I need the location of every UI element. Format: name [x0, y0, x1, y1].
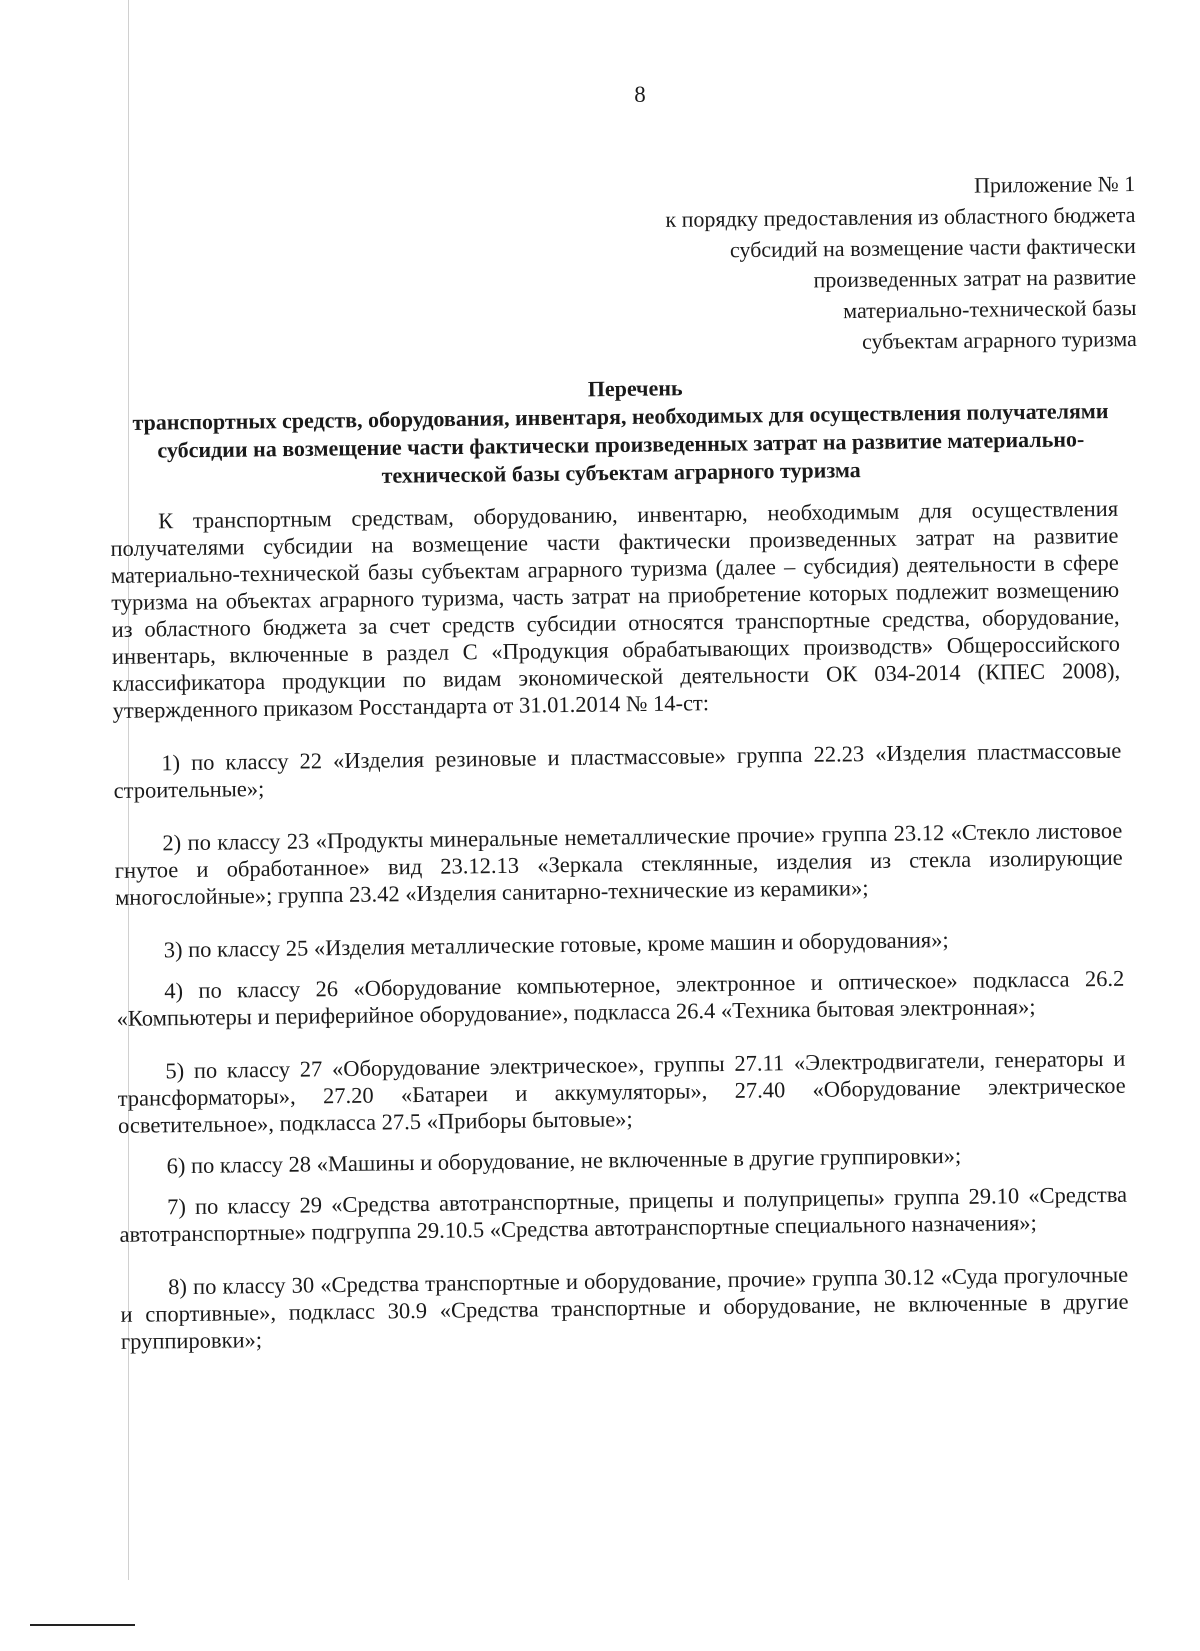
document-body — [110, 495, 1129, 1381]
list-item: 1) по классу 22 «Изделия резиновые и пластмассовые» группа 22.23 «Изделия пластмассовые строительные»; — [113, 737, 1122, 803]
list-item: 7) по классу 29 «Средства автотранспортные, прицепы и полуприцепы» группа 29.10 «Средства автотранспортные» подгруппа 29.10.5 «Средства автотранспортные специального назначения»; — [119, 1181, 1128, 1247]
list-item: 5) по классу 27 «Оборудование электрическое», группы 27.11 «Электродвигатели, генераторы и трансформаторы», 27.20 «Батареи и аккумуляторы», 27.40 «Оборудование электрическое осветительное», подкласса 27.5 «Приборы бытовые»; — [117, 1045, 1126, 1138]
page-number: 8 — [634, 82, 646, 107]
intro-paragraph: К транспортным средствам, оборудованию, инвентарю, необходимым для осуществления получателями субсидии на возмещение части фактически произведенных затрат на развитие материально-технической базы субъектам аграрного туризма (далее – субсидия) деятельности в сфере туризма на объектах аграрного туризма, часть затрат на приобретение которых подлежит возмещению из областного бюджета за счет средств субсидии относятся транспортные средства, оборудование, инвентарь, включенные в раздел С «Продукция обрабатывающих производств» Общероссийского классификатора продукции по видам экономической деятельности ОК 034-2014 (КПЕС 2008), утвержденного приказом Росстандарта от 31.01.2014 № 14-ст: — [110, 495, 1121, 723]
list-item: 2) по классу 23 «Продукты минеральные неметаллические прочие» группа 23.12 «Стекло листовое гнутое и обработанное» вид 23.12.13 «Зеркала стеклянные, изделия из стекла изолирующие многослойные»; группа 23.42 «Изделия санитарно-технические из керамики»; — [114, 817, 1123, 910]
scan-mark-line — [30, 1624, 135, 1626]
appendix-line: к порядку предоставления из областного бюджета — [665, 201, 1136, 232]
list-item: 4) по классу 26 «Оборудование компьютерное, электронное и оптическое» подкласса 26.2 «Компьютеры и периферийное оборудование», подкласса 26.4 «Техника бытовая электронная»; — [116, 965, 1125, 1031]
heading-title: Перечень — [587, 375, 683, 402]
appendix-line: субсидий на возмещение части фактически — [729, 232, 1136, 263]
list-item: 6) по классу 28 «Машины и оборудование, не включенные в другие группировки»; — [166, 1142, 962, 1179]
list-item: 3) по классу 25 «Изделия металлические готовые, кроме машин и оборудования»; — [163, 927, 949, 963]
list-item: 8) по классу 30 «Средства транспортные и оборудование, прочие» группа 30.12 «Суда прогулочные и спортивные», подкласс 30.9 «Средства транспортные и оборудование, не включенные в другие группировки»; — [120, 1261, 1129, 1354]
document-heading — [120, 369, 1121, 493]
appendix-line: произведенных затрат на развитие — [813, 263, 1137, 293]
appendix-line: Приложение № 1 — [973, 170, 1136, 198]
appendix-line: субъектам аграрного туризма — [861, 325, 1137, 354]
appendix-line: материально-технической базы — [843, 294, 1137, 324]
appendix-reference — [495, 168, 1137, 361]
heading-subtitle: транспортных средств, оборудования, инвентаря, необходимых для осуществления получателями субсидии на возмещение части фактически произведенных затрат на развитие материально-технической базы субъектам аграрного туризма — [132, 398, 1109, 488]
